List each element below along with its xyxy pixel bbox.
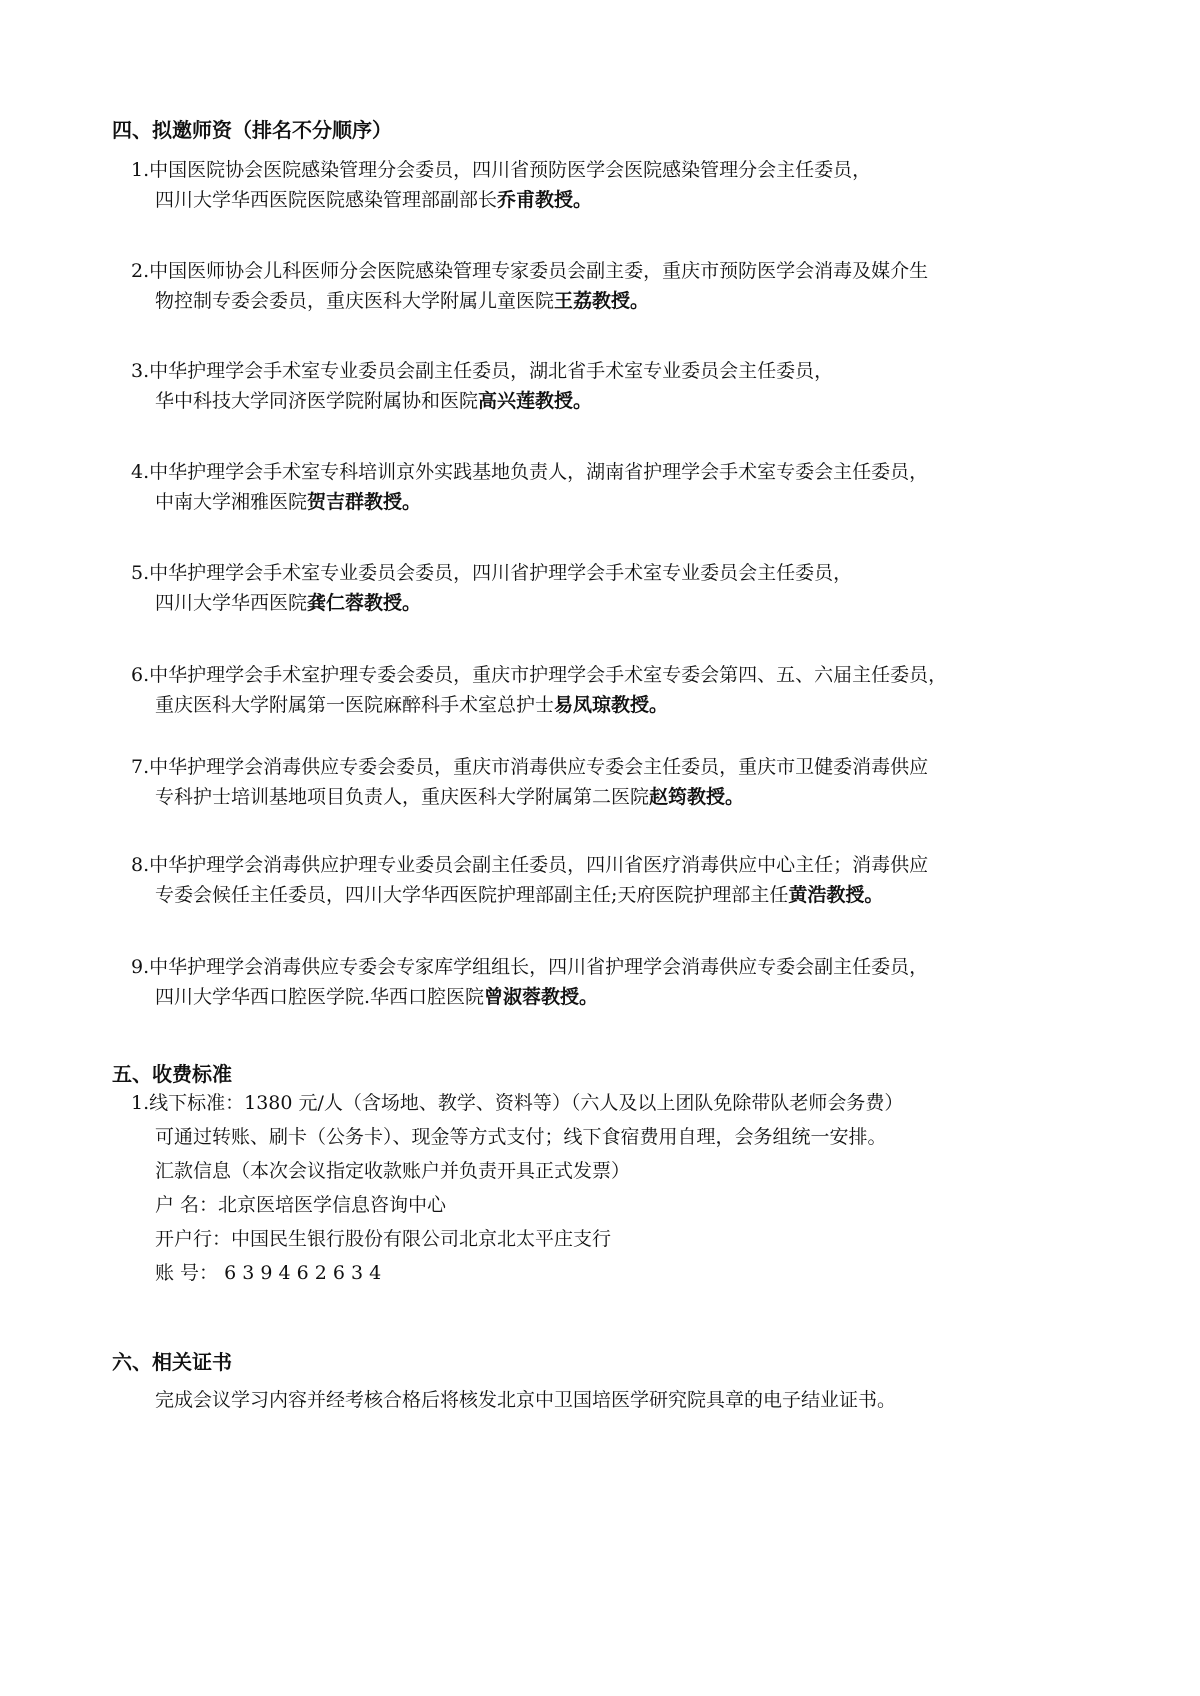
certificate-text: 完成会议学习内容并经考核合格后将核发北京中卫国培医学研究院具章的电子结业证书。 — [155, 1389, 897, 1411]
item-line2: 四川大学华西医院医院感染管理部副部长 — [155, 189, 498, 211]
item-line2: 重庆医科大学附属第一医院麻醉科手术室总护士 — [155, 694, 555, 716]
teacher-name: 曾淑蓉教授。 — [484, 986, 599, 1008]
teacher-item-1 — [131, 155, 1131, 215]
item-line2: 四川大学华西医院 — [155, 592, 308, 614]
bank-name: 开户行：中国民生银行股份有限公司北京北太平庄支行 — [155, 1228, 612, 1250]
teacher-item-6 — [131, 660, 1131, 720]
section-4-title: 四、拟邀师资（排名不分顺序） — [112, 118, 392, 142]
item-line1: 中华护理学会消毒供应专委会专家库学组组长，四川省护理学会消毒供应专委会副主任委员， — [149, 956, 929, 978]
fee-standard: 1.线下标准：1380 元/人（含场地、教学、资料等）（六人及以上团队免除带队老师会务费） — [131, 1092, 904, 1114]
item-number: 7. — [131, 756, 150, 778]
item-number: 1. — [131, 159, 150, 181]
fee-block — [131, 1086, 1131, 1290]
teacher-item-7 — [131, 752, 1131, 812]
item-line2: 华中科技大学同济医学院附属协和医院 — [155, 390, 479, 412]
teacher-item-2 — [131, 256, 1131, 316]
item-line2: 专委会候任主任委员，四川大学华西医院护理部副主任;天府医院护理部主任 — [155, 884, 789, 906]
item-line2: 物控制专委会委员，重庆医科大学附属儿童医院 — [155, 290, 555, 312]
teacher-name: 高兴莲教授。 — [478, 390, 593, 412]
teacher-item-9 — [131, 952, 1131, 1012]
item-number: 4. — [131, 461, 150, 483]
teacher-name: 易凤琼教授。 — [554, 694, 669, 716]
item-line1: 中华护理学会消毒供应专委会委员，重庆市消毒供应专委会主任委员，重庆市卫健委消毒供应 — [149, 756, 929, 778]
teacher-name: 黄浩教授。 — [788, 884, 884, 906]
item-line1: 中华护理学会手术室专业委员会委员，四川省护理学会手术室专业委员会主任委员， — [149, 562, 853, 584]
item-line1: 中国医师协会儿科医师分会医院感染管理专家委员会副主委，重庆市预防医学会消毒及媒介生 — [149, 260, 929, 282]
item-line1: 中华护理学会手术室专科培训京外实践基地负责人，湖南省护理学会手术室专委会主任委员， — [149, 461, 929, 483]
item-number: 5. — [131, 562, 150, 584]
item-line2: 中南大学湘雅医院 — [155, 491, 308, 513]
item-line1: 中华护理学会消毒供应护理专业委员会副主任委员，四川省医疗消毒供应中心主任；消毒供应 — [149, 854, 929, 876]
teacher-item-3 — [131, 356, 1131, 416]
item-line2: 专科护士培训基地项目负责人，重庆医科大学附属第二医院 — [155, 786, 650, 808]
teacher-name: 乔甫教授。 — [497, 189, 593, 211]
item-number: 6. — [131, 664, 150, 686]
section-5-title: 五、收费标准 — [112, 1062, 232, 1086]
teacher-item-8 — [131, 850, 1131, 910]
item-line1: 中国医院协会医院感染管理分会委员，四川省预防医学会医院感染管理分会主任委员， — [149, 159, 872, 181]
item-number: 8. — [131, 854, 150, 876]
item-number: 9. — [131, 956, 150, 978]
fee-payment: 可通过转账、刷卡（公务卡）、现金等方式支付；线下食宿费用自理，会务组统一安排。 — [155, 1126, 887, 1148]
teacher-name: 龚仁蓉教授。 — [307, 592, 422, 614]
account-number: 账 号： 6 3 9 4 6 2 6 3 4 — [155, 1262, 382, 1284]
item-line1: 中华护理学会手术室护理专委会委员，重庆市护理学会手术室专委会第四、五、六届主任委员， — [149, 664, 948, 686]
remit-info: 汇款信息（本次会议指定收款账户并负责开具正式发票） — [155, 1160, 631, 1182]
teacher-name: 王荔教授。 — [554, 290, 650, 312]
section-6-title: 六、相关证书 — [112, 1350, 232, 1374]
item-line2: 四川大学华西口腔医学院.华西口腔医院 — [155, 986, 485, 1008]
teacher-name: 赵筠教授。 — [649, 786, 745, 808]
teacher-item-5 — [131, 558, 1131, 618]
item-number: 3. — [131, 360, 150, 382]
item-line1: 中华护理学会手术室专业委员会副主任委员，湖北省手术室专业委员会主任委员， — [149, 360, 834, 382]
teacher-name: 贺吉群教授。 — [307, 491, 422, 513]
teacher-item-4 — [131, 457, 1131, 517]
account-name: 户 名：北京医培医学信息咨询中心 — [155, 1194, 447, 1216]
item-number: 2. — [131, 260, 150, 282]
